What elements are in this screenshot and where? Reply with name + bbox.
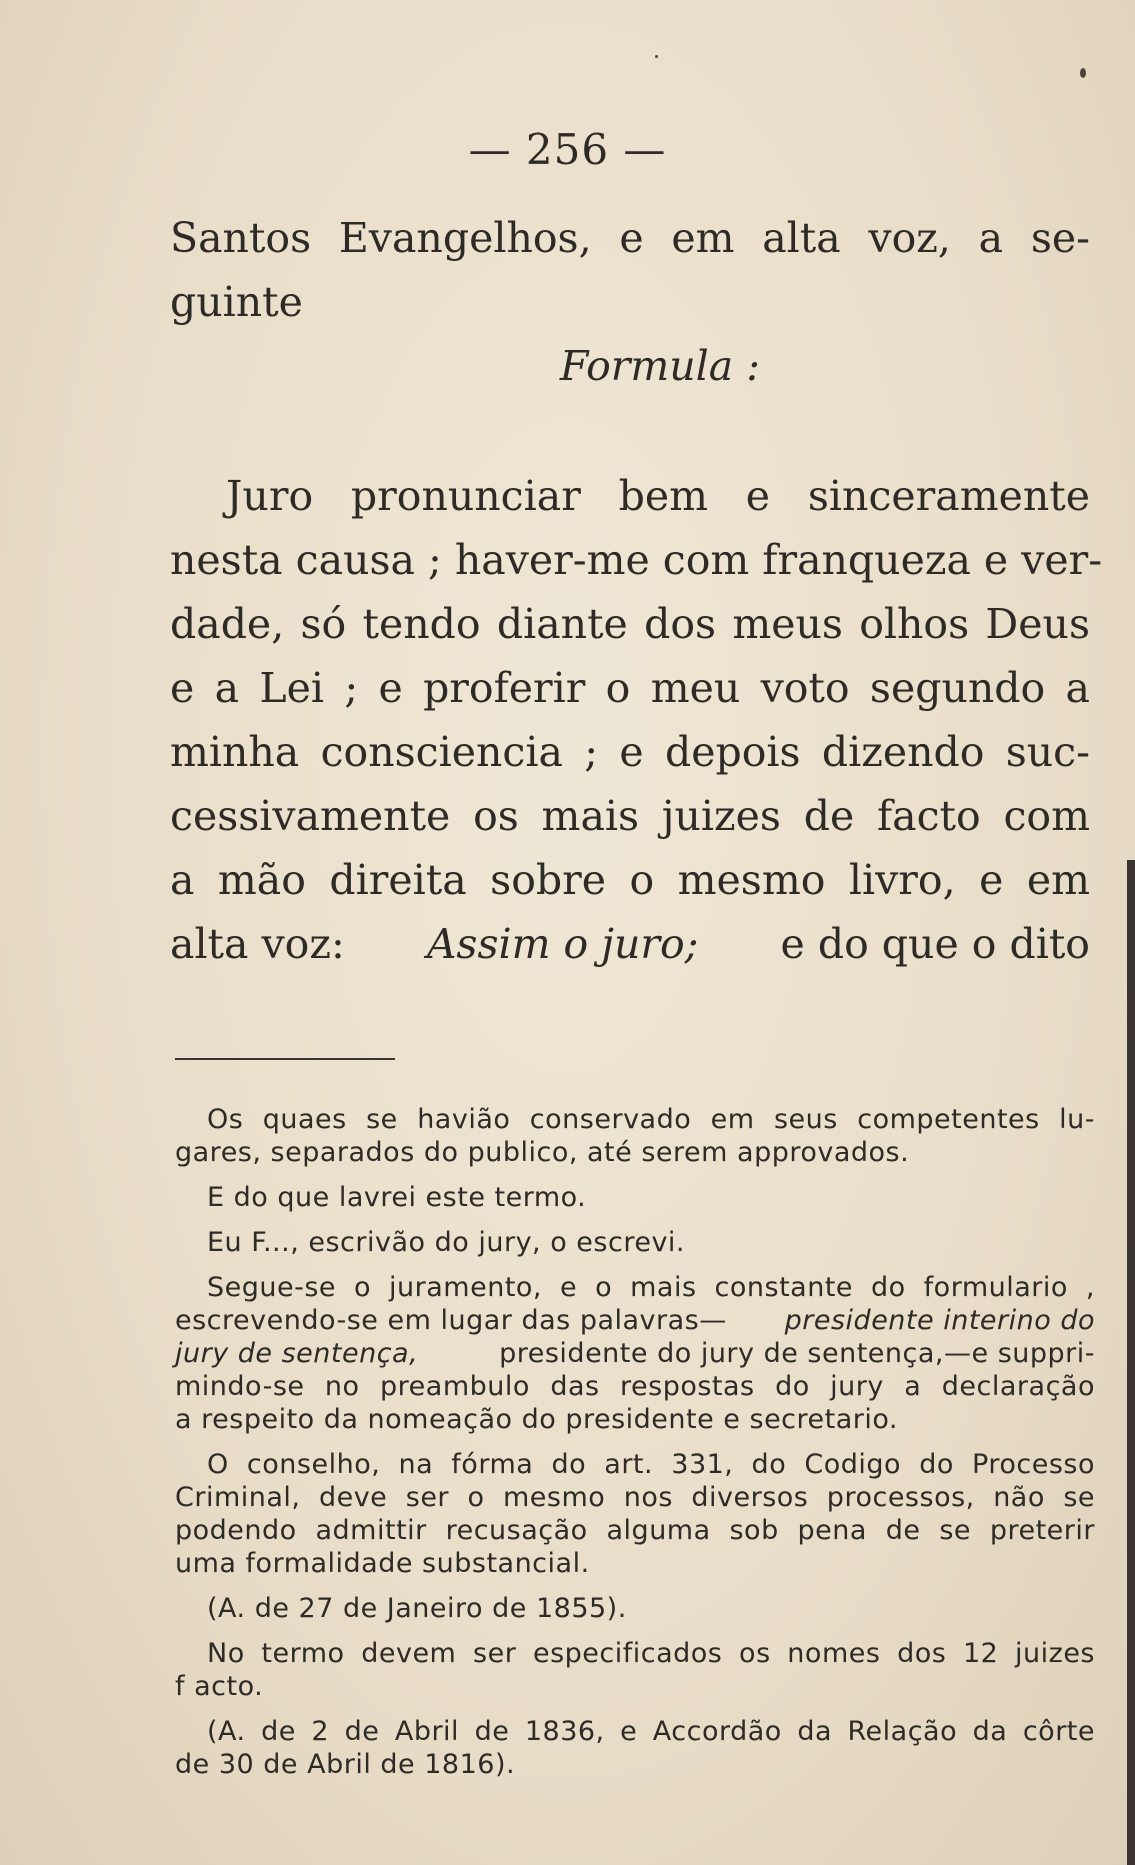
text-line: dade, só tendo diante dos meus olhos Deus: [170, 600, 1090, 648]
text-line: cessivamente os mais juizes de facto com: [170, 792, 1090, 840]
text-segment: e do que o dito: [780, 920, 1090, 968]
text-line: a mão direita sobre o mesmo livro, e em: [170, 856, 1090, 904]
footnote-line: mindo-se no preambulo das respostas do jury a declaração: [175, 1371, 1095, 1402]
text-line: guinte: [170, 278, 303, 326]
footnote-line: No termo devem ser especificados os nomes dos 12 juizes: [207, 1638, 1095, 1669]
text-segment: alta voz:: [170, 920, 345, 968]
footnotes: [175, 1103, 1095, 1781]
footnote-line: f acto.: [175, 1671, 264, 1702]
formula-title: Formula :: [559, 342, 761, 390]
text-line: e a Lei ; e proferir o meu voto segundo a: [170, 664, 1090, 712]
text-line-last: [170, 912, 1090, 976]
footnote-line: Os quaes se havião conservado em seus competentes lu-: [207, 1104, 1095, 1135]
footnote-line: Criminal, deve ser o mesmo nos diversos processos, não se: [175, 1482, 1095, 1513]
text-line: minha consciencia ; e depois dizendo suc-: [170, 728, 1090, 776]
text-segment: escrevendo-se em lugar das palavras—: [175, 1305, 727, 1336]
footnote-line: a respeito da nomeação do presidente e secretario.: [175, 1404, 899, 1435]
footnote-line: podendo admittir recusação alguma sob pena de se preterir: [175, 1515, 1095, 1546]
footnote-line: Segue-se o juramento, e o mais constante do formulario ,: [207, 1272, 1095, 1303]
footnote-line: [175, 1337, 1095, 1370]
footnote-divider: [175, 1058, 395, 1060]
text-line: Juro pronunciar bem e sinceramente: [226, 472, 1090, 520]
footnote-line: de 30 de Abril de 1816).: [175, 1749, 516, 1780]
formula-text: [170, 464, 1103, 976]
footnote-line: E do que lavrei este termo.: [207, 1182, 587, 1213]
footnote-line: [175, 1304, 1095, 1337]
main-text: [170, 206, 1090, 398]
page-edge-shadow: [1127, 860, 1135, 1865]
text-line: nesta causa ; haver-me com franqueza e ver-: [170, 536, 1103, 584]
page-number: — 256 —: [468, 125, 667, 174]
italic-phrase: jury de sentença,: [175, 1338, 419, 1369]
footnote-line: Eu F..., escrivão do jury, o escrevi.: [207, 1227, 686, 1258]
footnote-line: O conselho, na fórma do art. 331, do Codigo do Processo: [207, 1449, 1095, 1480]
oath-phrase: Assim o juro;: [426, 920, 699, 968]
footnote-line: (A. de 27 de Janeiro de 1855).: [207, 1593, 627, 1624]
footnote-line: gares, separados do publico, até serem approvados.: [175, 1137, 910, 1168]
text-segment: presidente do jury de sentença,—e suppri-: [499, 1338, 1095, 1369]
ink-speck: [655, 55, 658, 58]
ink-speck: [1080, 68, 1086, 78]
text-line: Santos Evangelhos, e em alta voz, a se-: [170, 214, 1090, 262]
footnote-line: (A. de 2 de Abril de 1836, e Accordão da Relação da côrte: [207, 1716, 1095, 1747]
italic-phrase: presidente interino do: [784, 1305, 1095, 1336]
footnote-line: uma formalidade substancial.: [175, 1548, 590, 1579]
